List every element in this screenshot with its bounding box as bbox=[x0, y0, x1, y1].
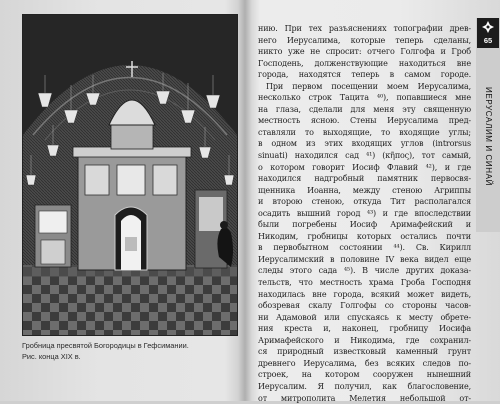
text-line: находился надгробный памятник первосвя- bbox=[258, 173, 471, 185]
text-line: города, находятся теперь в самом городе. bbox=[258, 69, 471, 81]
text-line: Никодим, гробницы которых остались почти bbox=[258, 231, 471, 243]
body-text bbox=[258, 23, 471, 404]
page-number-box bbox=[477, 18, 499, 48]
tomb-engraving-image bbox=[23, 15, 237, 335]
right-page bbox=[250, 0, 500, 401]
caption-title: Гробница пресвятой Богородицы в Гефсимании. bbox=[22, 340, 236, 351]
text-line: никто уже не спросит: отчего Голгофа и Гроб bbox=[258, 46, 471, 58]
text-line: несколько строк Тацита ⁴⁰), попавшиеся мне bbox=[258, 92, 471, 104]
text-line: строек, на котором сооружен нынешний bbox=[258, 369, 471, 381]
page-number: 65 bbox=[477, 36, 499, 45]
text-line: ни Адамовой или спускаясь к месту обрете- bbox=[258, 312, 471, 324]
text-line: При первом посещении моем Иерусалима, bbox=[258, 81, 471, 93]
text-line: ния креста и, наконец, гробницу Иосифа bbox=[258, 323, 471, 335]
running-head-text: ИЕРУСАЛИМ И СИНАЙ bbox=[484, 87, 493, 186]
caption-date: Рис. конца XIX в. bbox=[22, 351, 236, 362]
text-line: Господень, долженствующие находиться вне bbox=[258, 58, 471, 70]
text-line: него Иерусалима, которые теперь сделаны, bbox=[258, 35, 471, 47]
text-line: sinuati) находился сад ⁴¹) (κῆπος), тот самый, bbox=[258, 150, 471, 162]
text-line: о котором говорит Иосиф Флавий ⁴²), и где bbox=[258, 162, 471, 174]
text-line: от митрополита Мелетия небольшой от- bbox=[258, 393, 471, 404]
text-line: были погребены Иосиф Аримафейский и bbox=[258, 219, 471, 231]
text-line: местность ясною. Стены Иерусалима пред- bbox=[258, 115, 471, 127]
illustration-caption bbox=[22, 340, 236, 362]
text-line: и второю стеною, откуда Тит располагался bbox=[258, 196, 471, 208]
text-line: тельств, что местность храма Гроба Господня bbox=[258, 277, 471, 289]
text-line: следы этого сада ⁴⁵). В числе других доказа- bbox=[258, 265, 471, 277]
ornament-icon bbox=[482, 21, 494, 33]
text-line: на глаза, сделали для меня эту священную bbox=[258, 104, 471, 116]
running-head bbox=[477, 52, 499, 220]
text-line: обозревая скалу Голгофы со стороны часов- bbox=[258, 300, 471, 312]
text-line: осадить вышний город ⁴³) и где впоследствии bbox=[258, 208, 471, 220]
text-line: щенника Иоанна, между стеною Агриппы bbox=[258, 185, 471, 197]
text-line: в первобытном состоянии ⁴⁴). Св. Кирилл bbox=[258, 242, 471, 254]
left-page bbox=[0, 0, 245, 401]
text-line: в одном из этих входящих углов (introrsus bbox=[258, 138, 471, 150]
text-line: нию. При тех разъяснениях топографии древ- bbox=[258, 23, 471, 35]
engraving-illustration bbox=[22, 14, 238, 336]
text-line: Иерусалим. Я получил, как благословение, bbox=[258, 381, 471, 393]
text-line: ставляли то выходящие, то входящие углы; bbox=[258, 127, 471, 139]
text-line: Иерусалимский в половине IV века видел еще bbox=[258, 254, 471, 266]
text-line: Аримафейского и Никодима, где сохранил- bbox=[258, 335, 471, 347]
text-line: древнего Иерусалима, без всяких следов по- bbox=[258, 358, 471, 370]
text-line: ся природный известковый каменный грунт bbox=[258, 346, 471, 358]
text-line: находилась вне города, всякий может видеть, bbox=[258, 289, 471, 301]
